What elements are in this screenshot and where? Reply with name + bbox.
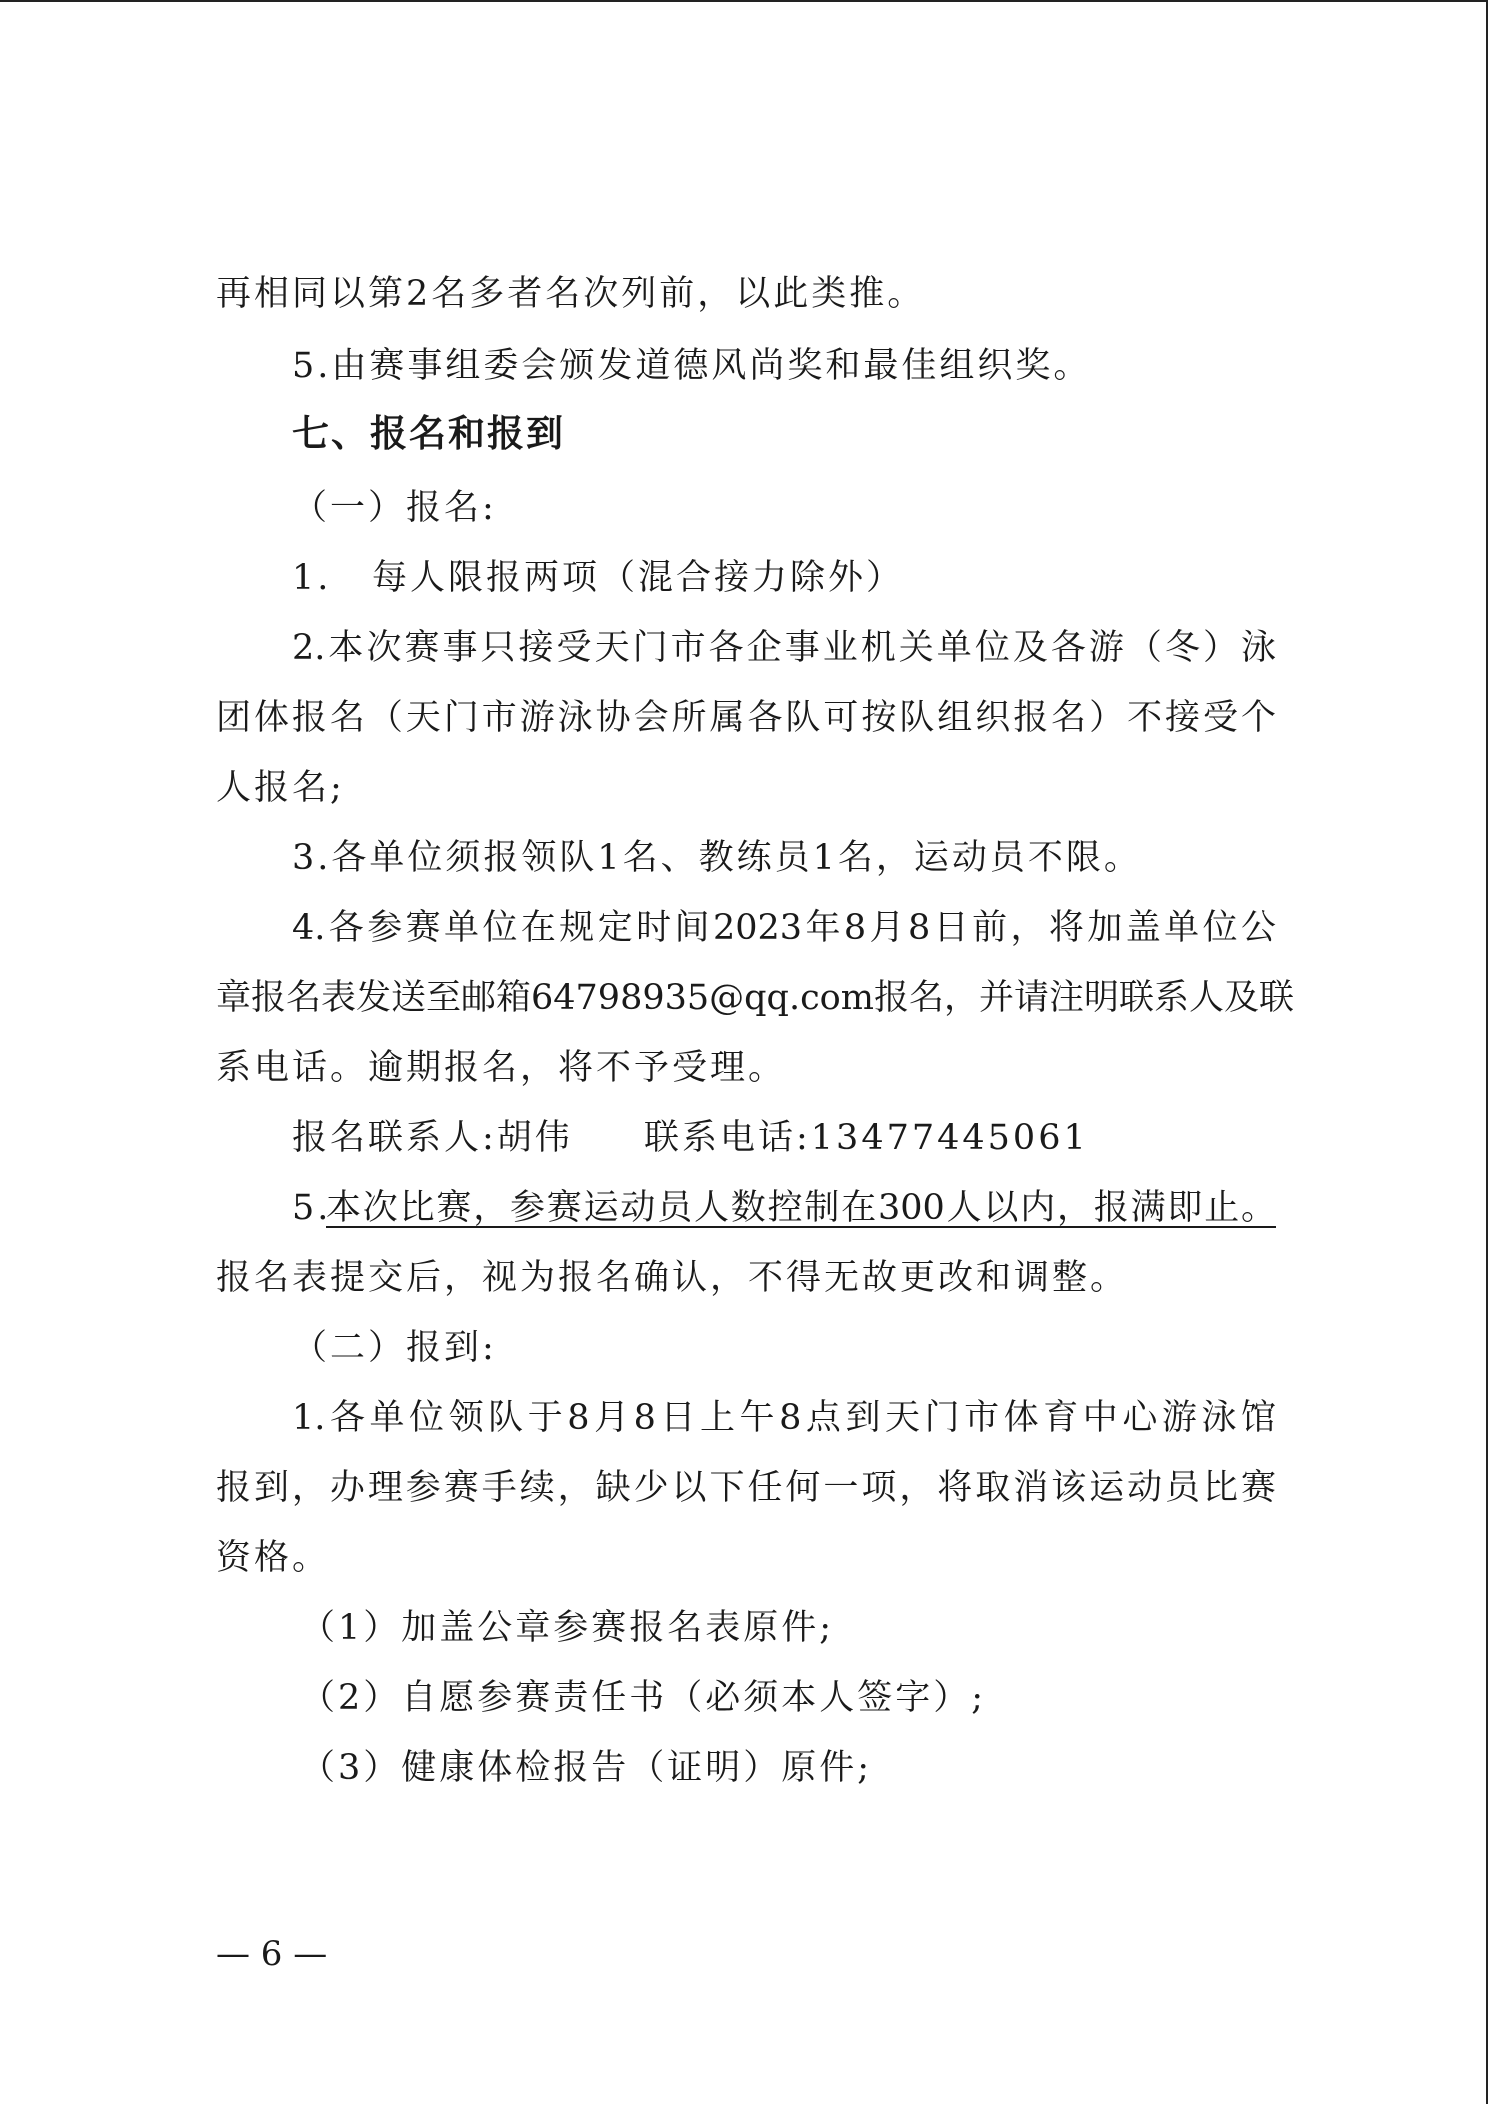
- check-in-item-1-line-2: 报到，办理参赛手续，缺少以下任何一项，将取消该运动员比赛: [216, 1468, 1276, 1508]
- requirement-1: （1）加盖公章参赛报名表原件;: [300, 1608, 835, 1648]
- text-line-award: 5.由赛事组委会颁发道德风尚奖和最佳组织奖。: [292, 346, 1092, 386]
- subheading-check-in: （二）报到:: [292, 1328, 497, 1368]
- check-in-item-1-line-1: 1.各单位领队于8月8日上午8点到天门市体育中心游泳馆: [292, 1398, 1276, 1438]
- contact-phone: 联系电话:13477445061: [644, 1118, 1089, 1158]
- text-line-1: 再相同以第2名多者名次列前，以此类推。: [216, 274, 926, 314]
- requirement-3: （3）健康体检报告（证明）原件;: [300, 1748, 873, 1788]
- item-4-line-3: 系电话。逾期报名，将不予受理。: [216, 1048, 787, 1088]
- section-heading-registration: 七、报名和报到: [292, 412, 565, 455]
- item-4-line-2: 章报名表发送至邮箱64798935@qq.com报名，并请注明联系人及联: [216, 978, 1294, 1018]
- contact-person: 报名联系人:胡伟: [292, 1118, 573, 1158]
- item-5-underlined-text: 本次比赛，参赛运动员人数控制在300人以内，报满即止。: [326, 1188, 1276, 1228]
- check-in-item-1-line-3: 资格。: [216, 1538, 331, 1578]
- item-4-line-1: 4.各参赛单位在规定时间2023年8月8日前，将加盖单位公: [292, 908, 1276, 948]
- item-5-number: 5.: [292, 1188, 332, 1228]
- item-2-line-3: 人报名;: [216, 768, 345, 808]
- item-3-text: 3.各单位须报领队1名、教练员1名，运动员不限。: [292, 838, 1142, 878]
- page-border-top: [0, 0, 1488, 2]
- subheading-registration: （一）报名:: [292, 488, 497, 528]
- item-2-line-2: 团体报名（天门市游泳协会所属各队可按队组织报名）不接受个: [216, 698, 1276, 738]
- item-2-line-1: 2.本次赛事只接受天门市各企事业机关单位及各游（冬）泳: [292, 628, 1276, 668]
- item-1-text: 每人限报两项（混合接力除外）: [372, 558, 905, 598]
- requirement-2: （2）自愿参赛责任书（必须本人签字）;: [300, 1678, 987, 1718]
- page-number: — 6 —: [216, 1934, 328, 1974]
- item-5-line-2: 报名表提交后，视为报名确认，不得无故更改和调整。: [216, 1258, 1129, 1298]
- item-1-number: 1.: [292, 558, 332, 598]
